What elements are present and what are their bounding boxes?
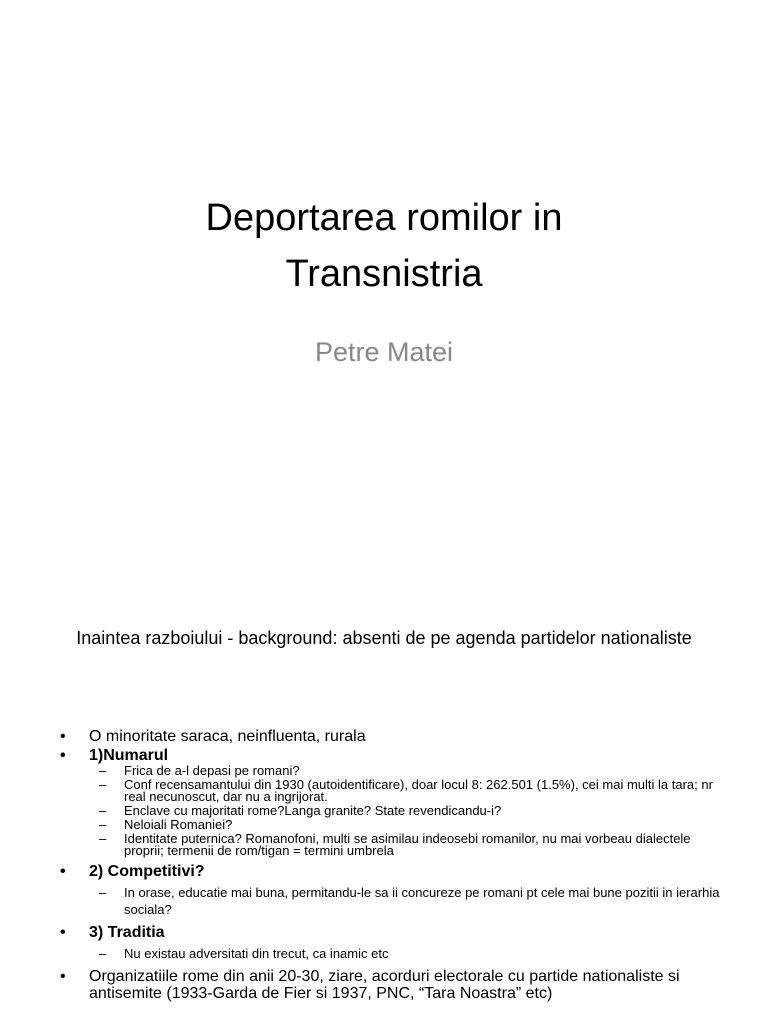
sub-bullet-list [89,945,720,962]
slide-title: Inaintea razboiului - background: absenti de pe agenda partidelor nationaliste [76,628,692,648]
sub-bullet-list [89,884,720,918]
bullet-text: • Organizatiile rome din anii 20-30, ziare, acorduri electorale cu partide nationaliste si antisemite (1933-Garda de Fier si 1937, PNC, “Tara Noastra” etc) [89,968,680,1002]
sub-bullet-item: – Frica de a-l depasi pe romani? [89,765,720,777]
bullet-list [60,728,720,1004]
sub-bullet-item: – In orase, educatie mai buna, permitandu-le sa ii concureze pe romani pt cele mai bune pozitii in ierarhia sociala? [89,884,720,918]
bullet-text: • 1)Numarul [89,747,169,764]
content-slide [0,600,768,1024]
bullet-item [60,728,720,745]
bullet-item [60,747,720,857]
bullet-text: • O minoritate saraca, neinfluenta, rurala [89,728,366,745]
sub-bullet-item: – Neloiali Romaniei? [89,819,720,831]
sub-bullet-item: – Enclave cu majoritati rome?Langa granite? State revendicandu-i? [89,805,720,817]
bullet-item [60,924,720,962]
bullet-item [60,968,720,1002]
bullet-item [60,863,720,918]
presentation-title: Deportarea romilor in Transnistria [205,197,563,295]
sub-bullet-item: – Nu existau adversitati din trecut, ca inamic etc [89,945,720,962]
bullet-text: • 3) Traditia [89,924,165,941]
sub-bullet-item: – Identitate puternica? Romanofoni, multi se asimilau indeosebi romanilor, nu mai vorbeau dialectele proprii; termenii de rom/tigan = termini umbrela [89,833,720,857]
bullet-text: • 2) Competitivi? [89,863,205,880]
presentation-author: Petre Matei [314,337,454,367]
sub-bullet-list [89,765,720,857]
sub-bullet-item: – Conf recensamantului din 1930 (autoidentificare), doar locul 8: 262.501 (1.5%), cei mai multi la tara; nr real necunoscut, dar nu a ingrijorat. [89,779,720,803]
